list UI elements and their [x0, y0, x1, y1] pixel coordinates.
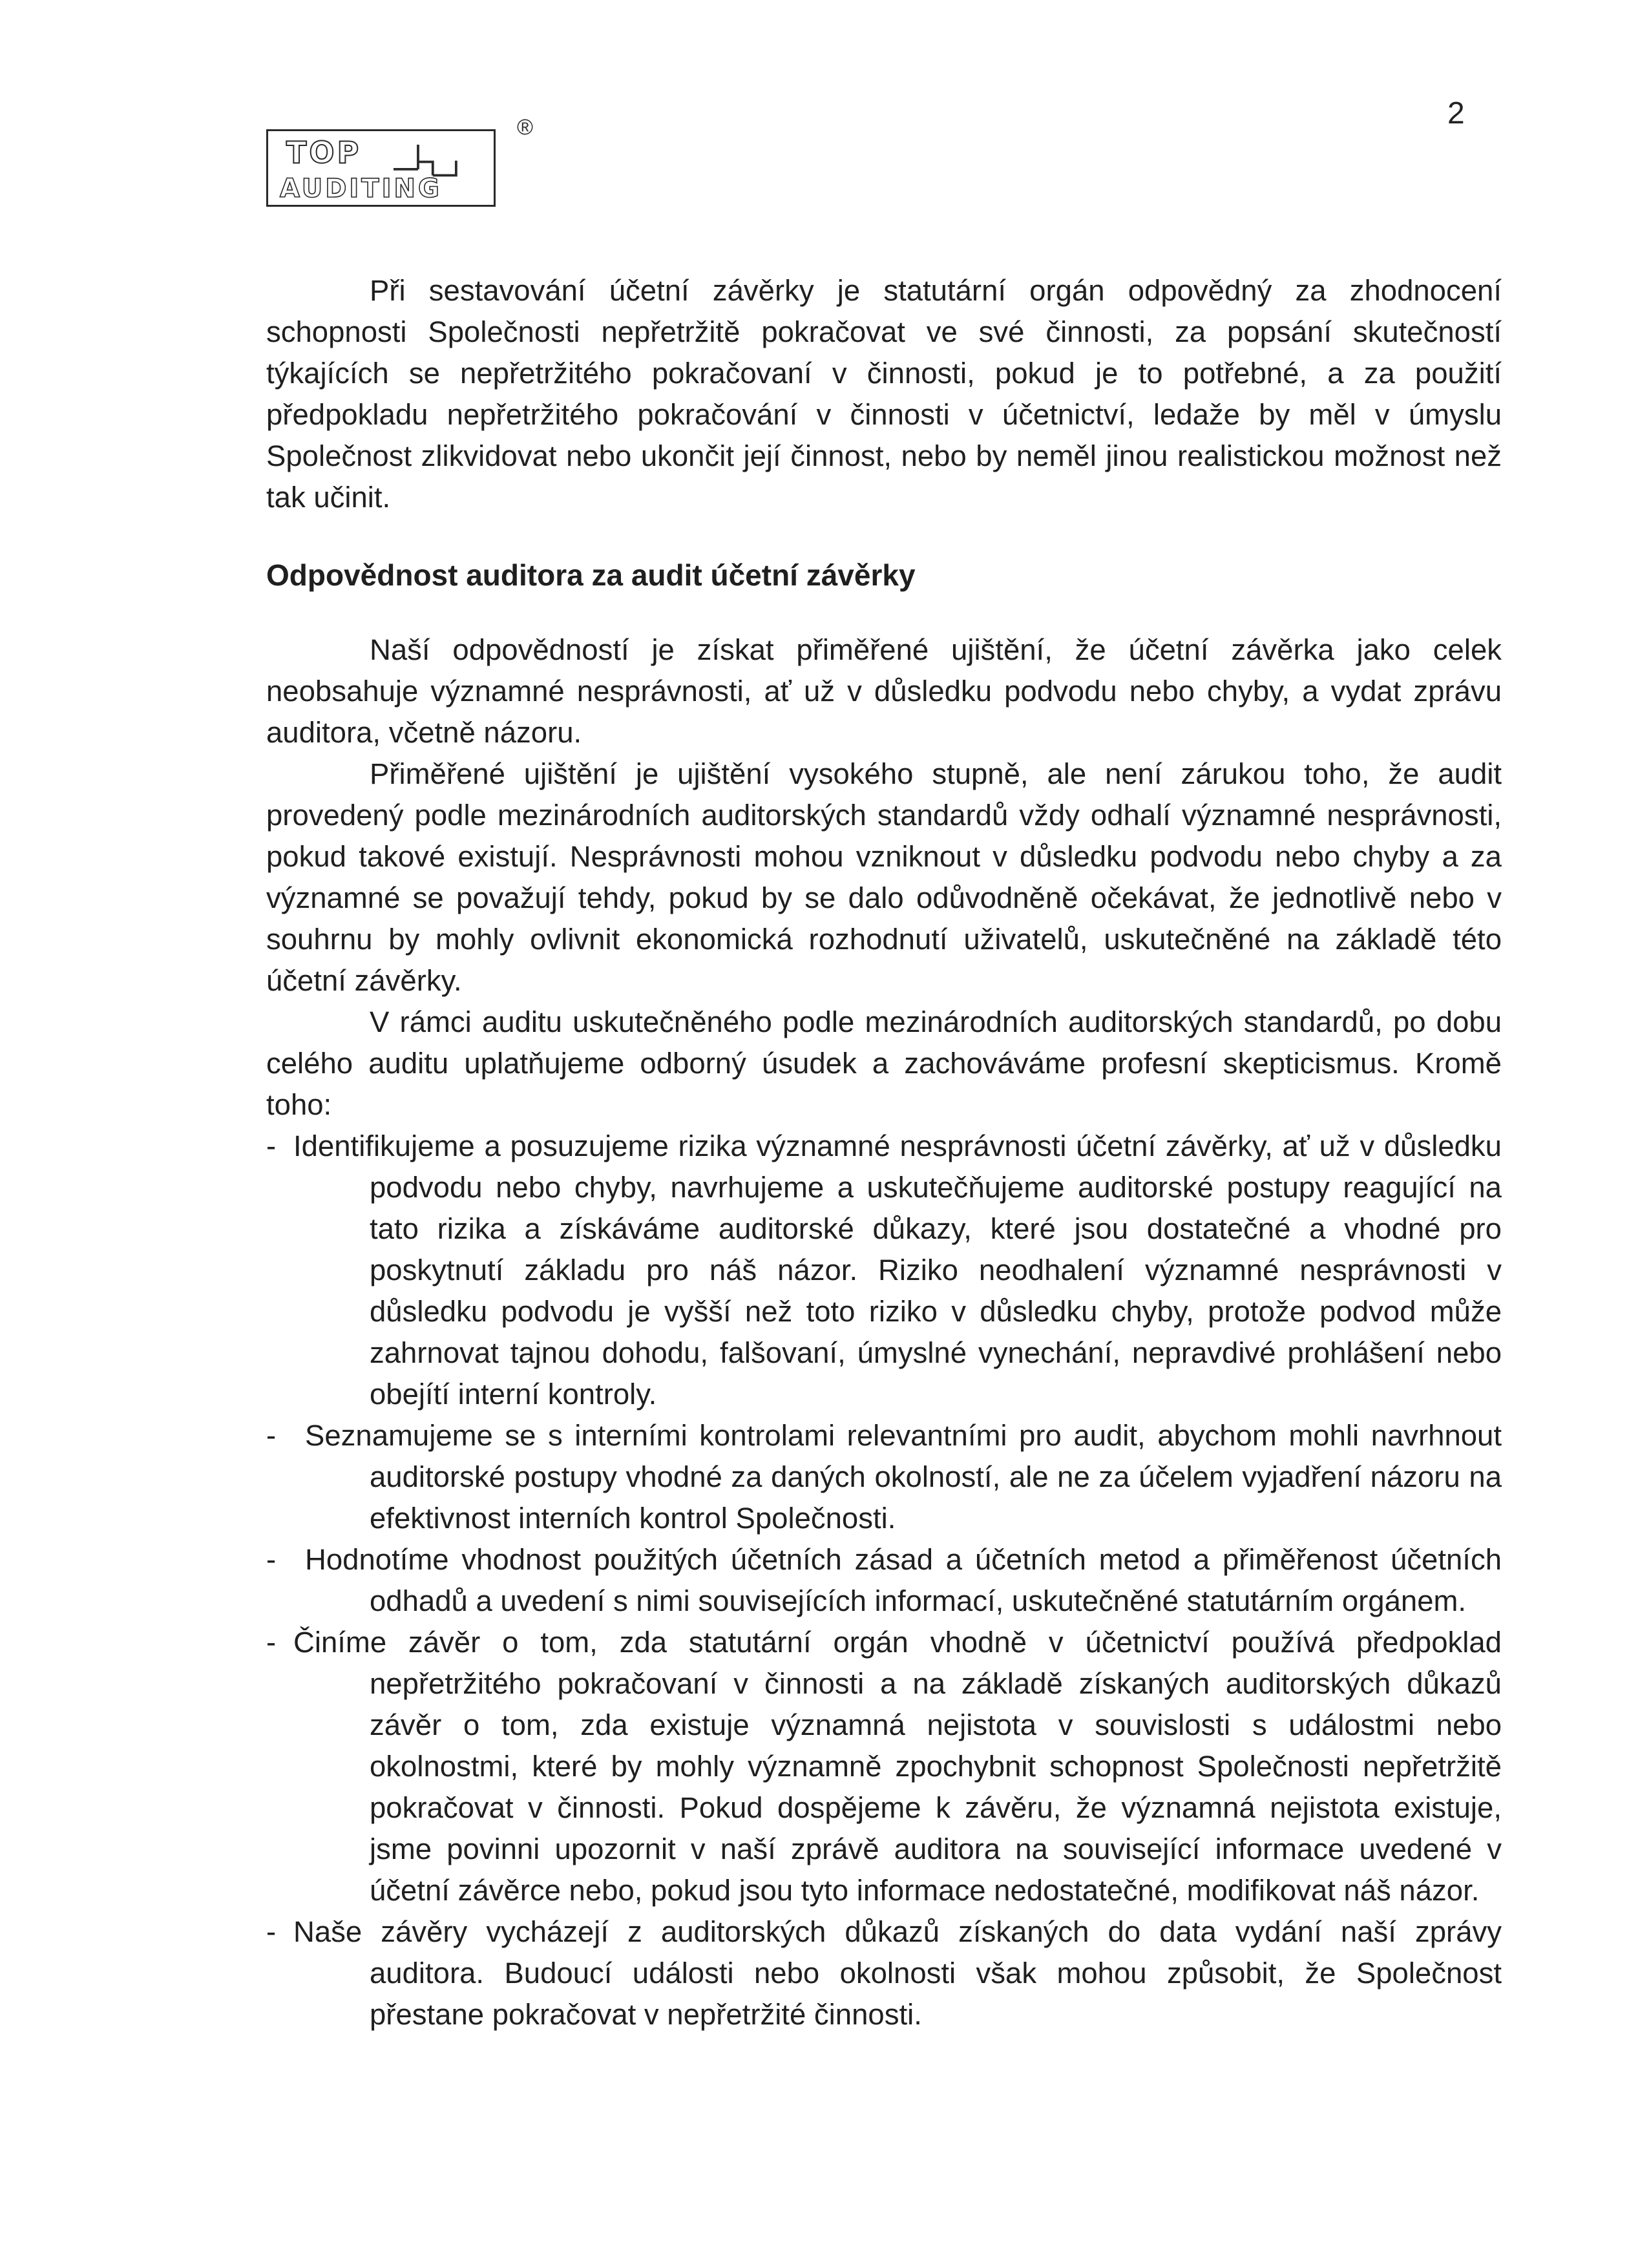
- section-paragraph: Naší odpovědností je získat přiměřené ujištění, že účetní závěrka jako celek neobsahuje významné nesprávnosti, ať už v důsledku podvodu nebo chyby, a vydat zprávu auditora, včetně názoru.: [266, 633, 1502, 749]
- list-item: [266, 1539, 1502, 1622]
- list-item: [266, 1126, 1502, 1415]
- list-item-text: Naše závěry vycházejí z auditorských důkazů získaných do data vydání naší zprávy auditora. Budoucí události nebo okolnosti však mohou způsobit, že Společnost přestane pokračovat v nepřetržité činnosti.: [293, 1915, 1502, 2031]
- section-heading: Odpovědnost auditora za audit účetní závěrky: [266, 558, 916, 592]
- auditor-responsibilities-list: [266, 1126, 1502, 2035]
- list-marker: -: [266, 1129, 277, 1162]
- list-marker: -: [266, 1626, 277, 1659]
- section-paragraph: V rámci auditu uskutečněného podle mezinárodních auditorských standardů, po dobu celého auditu uplatňujeme odborný úsudek a zachováváme profesní skepticismus. Kromě toho:: [266, 1005, 1502, 1121]
- logo-text-bottom: AUDITING: [280, 174, 442, 204]
- list-marker: -: [266, 1543, 277, 1576]
- page-number: 2: [1447, 96, 1465, 131]
- intro-paragraph: Při sestavování účetní závěrky je statutární orgán odpovědný za zhodnocení schopnosti Společnosti nepřetržitě pokračovat ve své činnosti, za popsání skutečností týkajících se nepřetržitého pokračovaní v činnosti, pokud je to potřebné, a za použití předpokladu nepřetržitého pokračování v činnosti v účetnictví, ledaže by měl v úmyslu Společnost zlikvidovat nebo ukončit její činnost, nebo by neměl jinou realistickou možnost než tak učinit.: [266, 274, 1502, 514]
- list-item: [266, 1911, 1502, 2035]
- list-marker: -: [266, 1419, 277, 1452]
- list-item-text: Identifikujeme a posuzujeme rizika významné nesprávnosti účetní závěrky, ať už v důsledku podvodu nebo chyby, navrhujeme a uskutečňujeme auditorské postupy reagující na tato rizika a získáváme auditorské důkazy, které jsou dostatečné a vhodné pro poskytnutí základu pro náš názor. Riziko neodhalení významné nesprávnosti v důsledku podvodu je vyšší než toto riziko v důsledku chyby, protože podvod může zahrnovat tajnou dohodu, falšovaní, úmyslné vynechání, nepravdivé prohlášení nebo obejítí interní kontroly.: [293, 1129, 1502, 1411]
- list-item: [266, 1415, 1502, 1539]
- document-body: [266, 270, 1502, 2035]
- logo-text-top: TOP: [286, 135, 362, 170]
- company-logo: [266, 129, 496, 207]
- list-item-text: Činíme závěr o tom, zda statutární orgán vhodně v účetnictví používá předpoklad nepřetržitého pokračovaní v činnosti a na základě získaných auditorských důkazů závěr o tom, zda existuje významná nejistota v souvislosti s událostmi nebo okolnostmi, které by mohly významně zpochybnit schopnost Společnosti nepřetržitě pokračovat v činnosti. Pokud dospějeme k závěru, že významná nejistota existuje, jsme povinni upozornit v naší zprávě auditora na související informace uvedené v účetní závěrce nebo, pokud jsou tyto informace nedostatečné, modifikovat náš názor.: [293, 1626, 1502, 1907]
- list-item-text: Seznamujeme se s interními kontrolami relevantními pro audit, abychom mohli navrhnout auditorské postupy vhodné za daných okolností, ale ne za účelem vyjadření názoru na efektivnost interních kontrol Společnosti.: [305, 1419, 1502, 1535]
- registered-mark: ®: [517, 115, 534, 140]
- list-item: [266, 1622, 1502, 1911]
- list-item-text: Hodnotíme vhodnost použitých účetních zásad a účetních metod a přiměřenost účetních odhadů a uvedení s nimi souvisejících informací, uskutečněné statutárním orgánem.: [305, 1543, 1502, 1617]
- list-marker: -: [266, 1915, 277, 1948]
- section-paragraph: Přiměřené ujištění je ujištění vysokého stupně, ale není zárukou toho, že audit provedený podle mezinárodních auditorských standardů vždy odhalí významné nesprávnosti, pokud takové existují. Nesprávnosti mohou vzniknout v důsledku podvodu nebo chyby a za významné se považují tehdy, pokud by se dalo odůvodněně očekávat, že jednotlivě nebo v souhrnu by mohly ovlivnit ekonomická rozhodnutí uživatelů, uskutečněné na základě této účetní závěrky.: [266, 757, 1502, 997]
